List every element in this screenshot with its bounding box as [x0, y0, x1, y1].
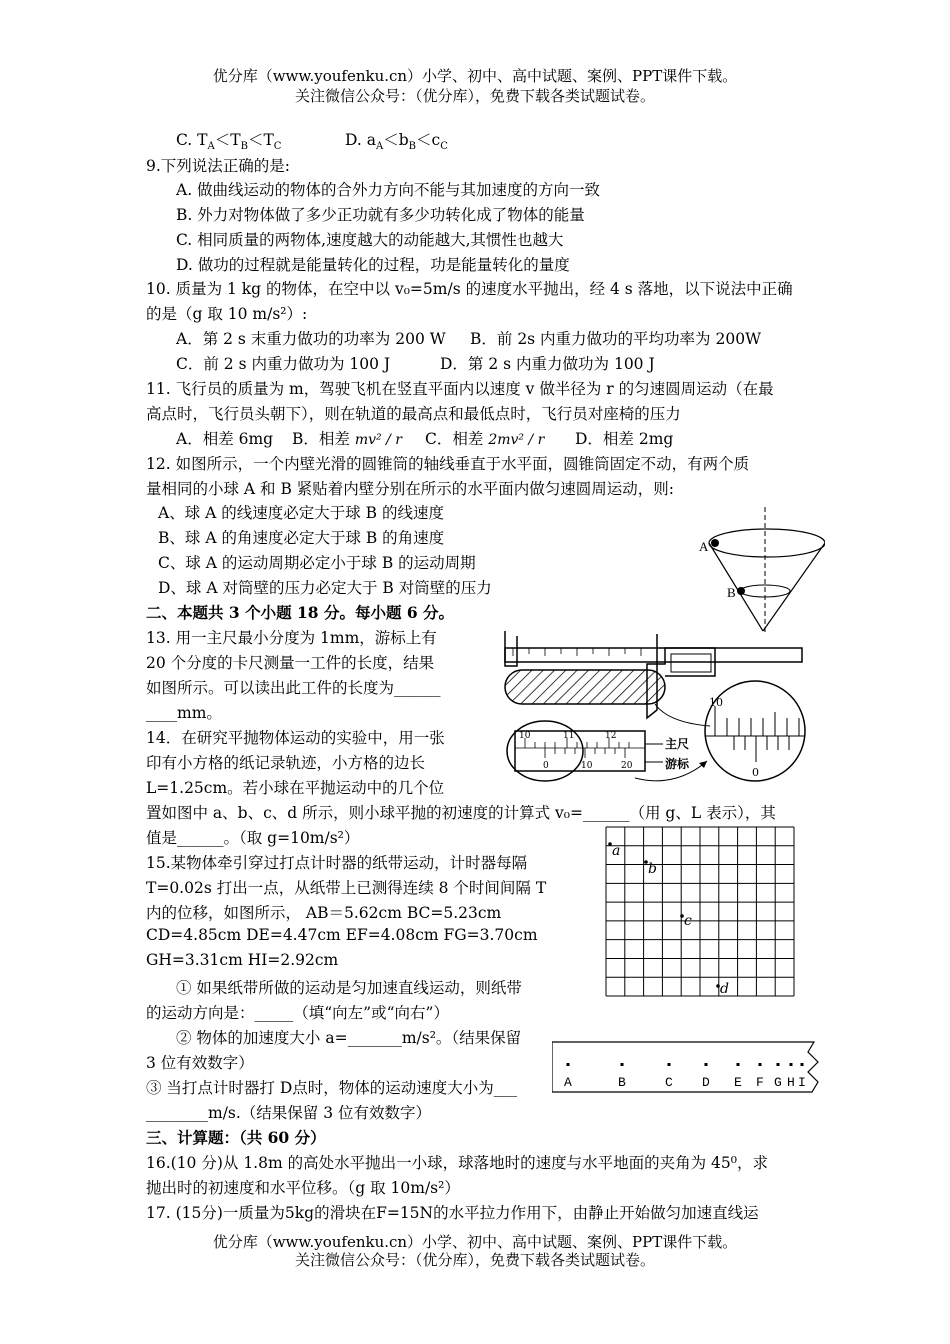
tape-dot-f: [759, 1063, 762, 1066]
main-scale-bar: [505, 648, 802, 662]
ticker-tape-figure: [552, 1040, 824, 1096]
tape-label-f: F: [756, 1075, 764, 1090]
point-d-label: d: [720, 981, 729, 997]
q9-option-b: B. 外力对物体做了多少正功就有多少功转化成了物体的能量: [176, 206, 585, 224]
tape-dot-b: [621, 1063, 624, 1066]
q14-line-5: 值是______。（取 g=10m/s²）: [146, 829, 360, 847]
q15-line-5: GH=3.31cm HI=2.92cm: [146, 951, 339, 969]
caliper-figure: [485, 626, 807, 792]
q13-line-4: ____mm。: [146, 704, 222, 722]
tape-label-d: D: [702, 1075, 710, 1090]
main-scale-ticks: [513, 648, 641, 656]
q16-line-1: 16.(10 分)从 1.8m 的高处水平抛出一小球，球落地时的速度与水平地面的夹角为 45⁰，求: [146, 1154, 768, 1172]
trajectory-grid: [604, 825, 800, 1000]
tape-dot-e: [737, 1063, 740, 1066]
q13-line-3: 如图所示。可以读出此工件的长度为______: [146, 679, 441, 697]
q10-line-2: 的是（g 取 10 m/s²）:: [146, 305, 308, 323]
q8-option-d: D. $a_A<b_B<c_C$: [345, 131, 448, 153]
q9-stem: 9.下列说法正确的是:: [146, 157, 291, 175]
q15-sub-3b: ________m/s.（结果保留 3 位有效数字）: [146, 1104, 432, 1122]
q15-sub-2a: ② 物体的加速度大小 a=_______m/s²。（结果保留: [176, 1029, 522, 1047]
tape-label-a: A: [564, 1075, 572, 1090]
q15-sub-2b: 3 位有效数字）: [146, 1054, 254, 1072]
tape-label-i: I: [798, 1075, 806, 1090]
q12-option-b: B、球 A 的角速度必定大于球 B 的角速度: [158, 529, 445, 547]
q17-line-1: 17. (15分)一质量为5kg的滑块在F=15N的水平拉力作用下，由静止开始做匀加速直线运: [146, 1204, 759, 1222]
ball-b: [737, 587, 745, 595]
ball-a: [711, 539, 719, 547]
strip-vernier-0: 0: [543, 761, 549, 771]
q13-line-2: 20 个分度的卡尺测量一工件的长度，结果: [146, 654, 435, 672]
q12-option-d: D、球 A 对筒壁的压力必定大于 B 对筒壁的压力: [158, 579, 492, 597]
q12-line-1: 12. 如图所示，一个内壁光滑的圆锥筒的轴线垂直于水平面，圆锥筒固定不动，有两个质: [146, 455, 750, 473]
vernier-window: [671, 654, 711, 672]
q12-line-2: 量相同的小球 A 和 B 紧贴着内壁分别在所示的水平面内做匀速圆周运动，则:: [146, 480, 675, 498]
q15-line-4: CD=4.85cm DE=4.47cm EF=4.08cm FG=3.70cm: [146, 926, 538, 944]
q15-line-3: 内的位移，如图所示， AB＝5.62cm BC=5.23cm: [146, 904, 502, 922]
point-b-label: b: [648, 861, 657, 877]
q11-option-d: D．相差 2mg: [575, 430, 674, 448]
q9-option-c: C. 相同质量的两物体,速度越大的动能越大,其惯性也越大: [176, 231, 564, 249]
footer-line-1: 优分库（www.youfenku.cn）小学、初中、高中试题、案例、PPT课件下载。: [212, 1233, 738, 1251]
q14-line-3: L=1.25cm。若小球在平抛运动中的几个位: [146, 779, 445, 797]
q12-option-a: A、球 A 的线速度必定大于球 B 的线速度: [158, 504, 444, 522]
q15-sub-1b: 的运动方向是：_____（填“向左”或“向右”）: [146, 1004, 449, 1022]
tape-dot-h: [790, 1063, 793, 1066]
q15-sub-1a: ① 如果纸带所做的运动是匀加速直线运动，则纸带: [176, 979, 522, 997]
q9-option-d: D. 做功的过程就是能量转化的过程，功是能量转化的量度: [176, 256, 570, 274]
tape-label-c: C: [665, 1075, 673, 1090]
footer-line-2: 关注微信公众号：（优分库），免费下载各类试题试卷。: [294, 1251, 655, 1269]
q16-line-2: 抛出时的初速度和水平位移。（g 取 10m/s²）: [146, 1179, 460, 1197]
q15-line-2: T=0.02s 打出一点，从纸带上已测得连续 8 个时间间隔 T: [146, 879, 547, 897]
q9-option-a: A. 做曲线运动的物体的合外力方向不能与其加速度的方向一致: [176, 181, 601, 199]
cone-label-a: A: [699, 539, 709, 554]
q14-line-1: 14．在研究平抛物体运动的实验中，用一张: [146, 729, 445, 747]
q11-formula-c: 2mv² / r: [488, 432, 545, 448]
strip-label-12: 12: [605, 731, 617, 741]
label-main-scale: 主尺: [665, 737, 690, 751]
tape-dot-d: [705, 1063, 708, 1066]
magnifier-label-0: 0: [752, 766, 759, 779]
tape-label-g: G: [774, 1075, 782, 1090]
q11-formula-b: mv² / r: [354, 432, 402, 448]
q10-line-1: 10. 质量为 1 kg 的物体，在空中以 v₀=5m/s 的速度水平抛出，经 4 s 落地，以下说法中正确: [146, 280, 793, 298]
q10-option-a: A．第 2 s 末重力做功的功率为 200 W: [176, 330, 446, 348]
strip-label-11: 11: [563, 731, 575, 741]
q8-option-c: C. $T_A<T_B<T_C$: [176, 131, 282, 153]
strip-vernier-10: 10: [581, 761, 593, 771]
q14-line-2: 印有小方格的纸记录轨迹，小方格的边长: [146, 754, 426, 772]
q11-line-1: 11. 飞行员的质量为 m，驾驶飞机在竖直平面内以速度 v 做半径为 r 的匀速圆周运动（在最: [146, 380, 774, 398]
q10-option-b: B．前 2s 内重力做功的平均功率为 200W: [470, 330, 762, 348]
tape-dot-i: [801, 1063, 804, 1066]
strip-label-10: 10: [519, 731, 531, 741]
header-line-2: 关注微信公众号：（优分库），免费下载各类试题试卷。: [294, 87, 655, 105]
tape-label-h: H: [787, 1075, 795, 1090]
tape-dot-g: [777, 1063, 780, 1066]
cone-figure: [695, 505, 825, 635]
q13-line-1: 13. 用一主尺最小分度为 1mm，游标上有: [146, 629, 437, 647]
q11-option-c: C．相差 2mv² / r: [425, 430, 545, 448]
section-2-title: 二、本题共 3 个小题 18 分。每小题 6 分。: [146, 603, 455, 622]
q11-option-a: A．相差 6mg: [176, 430, 274, 448]
header-line-1: 优分库（www.youfenku.cn）小学、初中、高中试题、案例、PPT课件下载。: [212, 67, 738, 85]
tape-label-e: E: [734, 1075, 742, 1090]
cone-label-b: B: [727, 585, 736, 600]
q12-option-c: C、球 A 的运动周期必定小于球 B 的运动周期: [158, 554, 476, 572]
q10-option-d: D．第 2 s 内重力做功为 100 J: [440, 355, 655, 373]
tape-dot-c: [668, 1063, 671, 1066]
q15-sub-3a: ③ 当打点计时器打 D点时，物体的运动速度大小为___: [146, 1079, 518, 1097]
tape-dot-a: [567, 1063, 570, 1066]
q10-option-c: C．前 2 s 内重力做功为 100 J: [176, 355, 391, 373]
strip-vernier-20: 20: [621, 761, 633, 771]
section-3-title: 三、计算题：（共 60 分）: [146, 1128, 326, 1147]
q11-line-2: 高点时，飞行员头朝下），则在轨道的最高点和最低点时，飞行员对座椅的压力: [146, 405, 681, 423]
q14-line-4: 置如图中 a、b、c、d 所示，则小球平抛的初速度的计算式 v₀=______（用 g、L 表示），其: [146, 804, 776, 822]
point-c-label: c: [684, 913, 692, 929]
point-a-label: a: [612, 843, 621, 859]
tape-label-b: B: [618, 1075, 626, 1090]
workpiece: [505, 670, 665, 704]
label-vernier: 游标: [665, 757, 690, 771]
vernier-jaw: [647, 634, 715, 718]
magnifier-label-10: 10: [709, 696, 723, 709]
q15-line-1: 15.某物体牵引穿过打点计时器的纸带运动，计时器每隔: [146, 854, 528, 872]
q11-option-b: B．相差 mv² / r: [292, 430, 402, 448]
